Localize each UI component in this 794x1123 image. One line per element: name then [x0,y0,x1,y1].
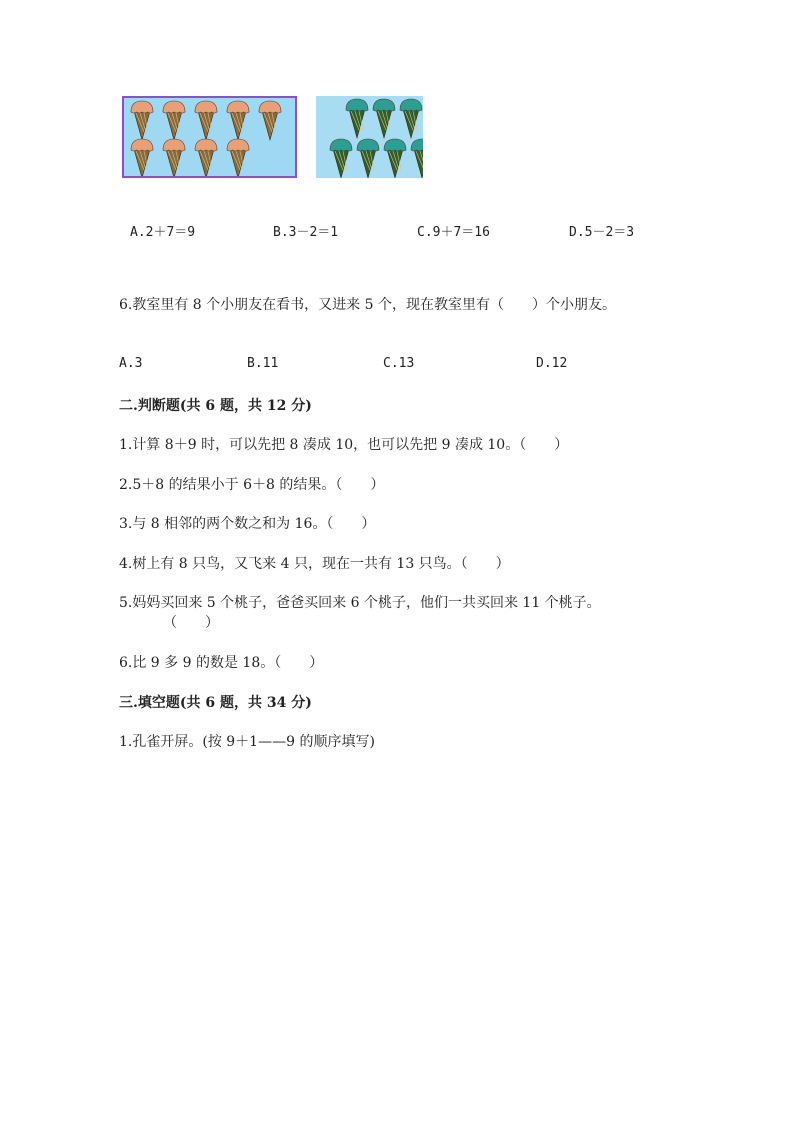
q6-option-d: D.12 [536,356,568,371]
ice-cream-cone-icon [163,139,185,176]
judgement-item-3: 3.与 8 相邻的两个数之和为 16。（ ） [119,516,376,532]
ice-cream-cone-icon [400,99,422,138]
ice-cream-cone-icon [131,101,153,140]
section2-heading: 二.判断题(共 6 题，共 12 分) [119,398,312,414]
q6-option-b: B.11 [247,356,279,371]
ice-cream-picture-left [122,96,297,178]
fill-item-1: 1.孔雀开屏。(按 9＋1——9 的顺序填写) [119,734,375,750]
ice-cream-cone-icon [330,139,352,178]
ice-cream-cone-icon [227,101,249,140]
judgement-item-2: 2.5＋8 的结果小于 6＋8 的结果。（ ） [119,477,385,493]
ice-cream-cone-icon [195,139,217,176]
ice-cream-cone-icon [357,139,379,178]
judgement-item-4: 4.树上有 8 只鸟，又飞来 4 只，现在一共有 13 只鸟。（ ） [119,556,510,572]
section3-heading: 三.填空题(共 6 题，共 34 分) [119,695,312,711]
q5-option-a: A.2＋7＝9 [130,225,196,240]
q5-option-c: C.9＋7＝16 [417,225,490,240]
q5-option-d: D.5－2＝3 [569,225,635,240]
ice-cream-cone-icon [131,139,153,176]
judgement-item-1: 1.计算 8＋9 时，可以先把 8 凑成 10，也可以先把 9 凑成 10。（ ） [119,437,569,453]
q6-text: 6.教室里有 8 个小朋友在看书，又进来 5 个，现在教室里有（ ）个小朋友。 [119,297,616,313]
ice-cream-cone-icon [384,139,406,178]
ice-cream-cone-icon [195,101,217,140]
q5-option-b: B.3－2＝1 [273,225,339,240]
q6-option-a: A.3 [119,356,143,371]
ice-cream-picture-right [316,96,423,178]
judgement-item-5-blank: （ ） [163,615,219,631]
judgement-item-6: 6.比 9 多 9 的数是 18。（ ） [119,655,324,671]
ice-cream-cone-icon [259,101,281,140]
ice-cream-cone-icon [373,99,395,138]
ice-cream-cone-icon [227,139,249,176]
ice-cream-cone-icon [411,139,423,178]
judgement-item-5: 5.妈妈买回来 5 个桃子，爸爸买回来 6 个桃子，他们一共买回来 11 个桃子。 [119,595,601,611]
ice-cream-cone-icon [346,99,368,138]
ice-cream-cone-icon [163,101,185,140]
q6-option-c: C.13 [383,356,415,371]
